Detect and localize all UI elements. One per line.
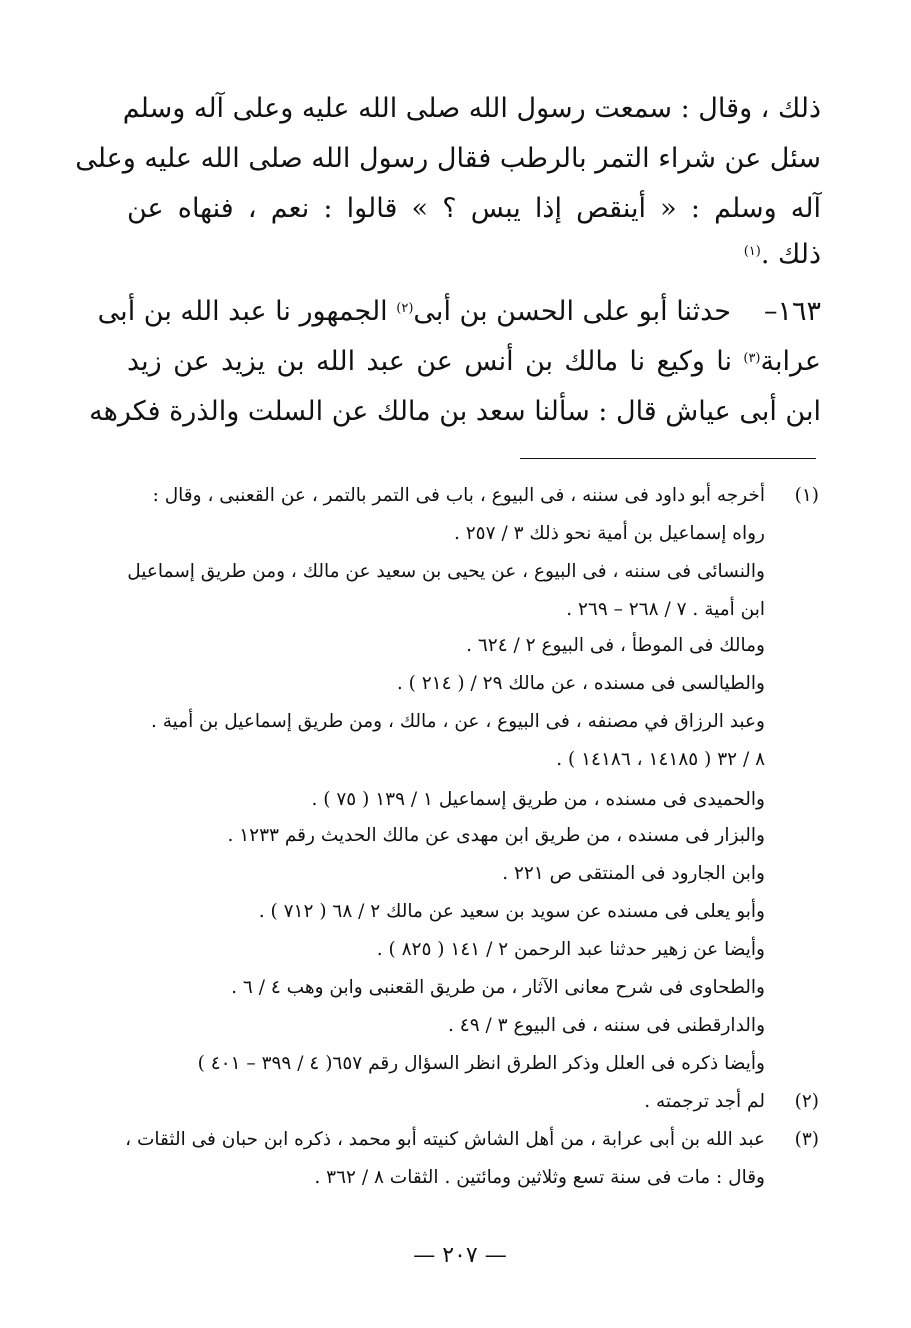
footnote-line: ٨ / ٣٢ ( ١٤١٨٥ ، ١٤١٨٦ ) . [556, 749, 765, 770]
footnote-divider [520, 458, 816, 459]
footnote-line: وأيضا ذكره فى العلل وذكر الطرق انظر السؤال رقم ٦٥٧( ٤ / ٣٩٩ – ٤٠١ ) [197, 1053, 765, 1074]
footnote-line: والطيالسى فى مسنده ، عن مالك ٢٩ / ( ٢١٤ ) . [396, 673, 765, 694]
footnote-line: ومالك فى الموطأ ، فى البيوع ٢ / ٦٢٤ . [466, 635, 765, 656]
footnote-line: والطحاوى فى شرح معانى الآثار ، من طريق القعنبى وابن وهب ٤ / ٦ . [231, 977, 765, 998]
footnote-line: عبد الله بن أبى عرابة ، من أهل الشاش كنيته أبو محمد ، ذكره ابن حبان فى الثقات ، [125, 1129, 765, 1150]
hadith-line: حدثنا أبو على الحسن بن أبى$^{(٢)}$ الجمهور نا عبد الله بن أبى [97, 296, 731, 327]
footnote-line: لم أجد ترجمته . [644, 1091, 765, 1112]
hadith-number: ١٦٣– [763, 296, 821, 327]
page-number: — ٢٠٧ — [413, 1243, 507, 1268]
footnote-number: (٣) [794, 1129, 819, 1150]
footnote-line: والنسائى فى سننه ، فى البيوع ، عن يحيى بن سعيد عن مالك ، ومن طريق إسماعيل [127, 561, 765, 582]
footnote-line: والدارقطنى فى سننه ، فى البيوع ٣ / ٤٩ . [448, 1015, 765, 1036]
footnote-line: وقال : مات فى سنة تسع وثلاثين ومائتين . الثقات ٨ / ٣٦٢ . [314, 1167, 765, 1188]
footnote-line: والبزار فى مسنده ، من طريق ابن مهدى عن مالك الحديث رقم ١٢٣٣ . [227, 825, 765, 846]
footnote-ref: (١) [743, 244, 761, 259]
hadith-line: ابن أبى عياش قال : سألنا سعد بن مالك عن السلت والذرة فكرهه [89, 396, 821, 427]
footnote-line: ابن أمية . ٧ / ٢٦٨ – ٢٦٩ . [566, 599, 765, 620]
footnote-line: والحميدى فى مسنده ، من طريق إسماعيل ١ / ١٣٩ ( ٧٥ ) . [311, 789, 765, 810]
footnote-line: وأبو يعلى فى مسنده عن سويد بن سعيد عن مالك ٢ / ٦٨ ( ٧١٢ ) . [258, 901, 765, 922]
footnote-number: (١) [794, 485, 819, 506]
hadith-line: عرابة$^{(٣)}$ نا وكيع نا مالك بن أنس عن عبد الله بن يزيد عن زيد [127, 346, 821, 377]
footnote-line: وعبد الرزاق في مصنفه ، فى البيوع ، عن ، مالك ، ومن طريق إسماعيل بن أمية . [150, 711, 765, 732]
footnote-line: وأيضا عن زهير حدثنا عبد الرحمن ٢ / ١٤١ ( ٨٢٥ ) . [376, 939, 765, 960]
footnote-ref: (٣) [743, 351, 761, 366]
footnote-line: أخرجه أبو داود فى سننه ، فى البيوع ، باب فى التمر بالتمر ، عن القعنبى ، وقال : [152, 485, 765, 506]
body-line: ذلك .$^{(١)}$ [743, 239, 821, 270]
footnote-ref: (٢) [396, 301, 414, 316]
footnote-line: رواه إسماعيل بن أمية نحو ذلك ٣ / ٢٥٧ . [453, 523, 765, 544]
body-line: سئل عن شراء التمر بالرطب فقال رسول الله صلى الله عليه وعلى [75, 143, 821, 174]
footnote-number: (٢) [794, 1091, 819, 1112]
body-line: ذلك ، وقال : سمعت رسول الله صلى الله عليه وعلى آله وسلم [122, 93, 821, 124]
footnote-line: وابن الجارود فى المنتقى ص ٢٢١ . [502, 863, 765, 884]
body-line: آله وسلم : « أينقص إذا يبس ؟ » قالوا : نعم ، فنهاه عن [127, 193, 821, 224]
